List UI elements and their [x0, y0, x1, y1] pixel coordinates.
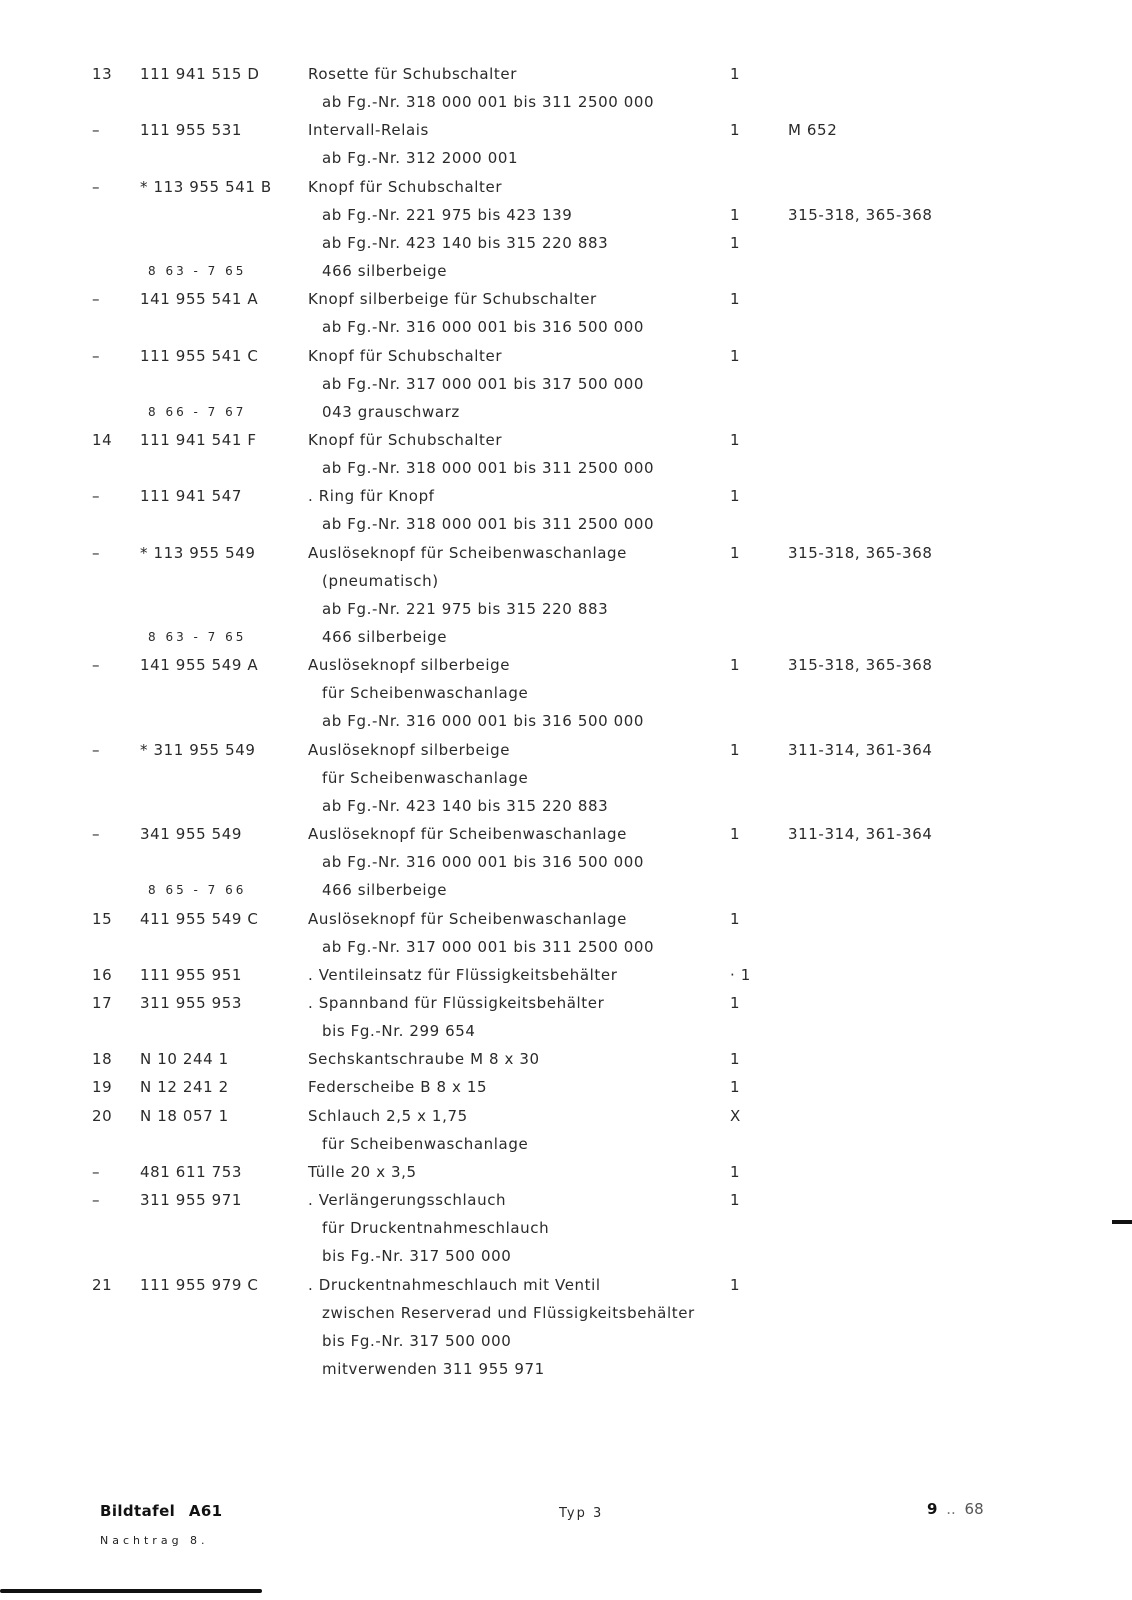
plate-code: A61 — [188, 1502, 223, 1520]
part-description: Auslöseknopf silberbeige — [308, 656, 511, 675]
quantity: · 1 — [730, 965, 751, 984]
part-number: 111 941 541 F — [140, 430, 257, 449]
quantity: 1 — [730, 430, 741, 449]
parts-row — [0, 1161, 1132, 1189]
part-description: Knopf für Schubschalter — [308, 177, 503, 196]
parts-row — [0, 1217, 1132, 1245]
part-description: für Scheibenwaschanlage — [322, 1134, 529, 1153]
date-range: 8 63 - 7 65 — [148, 264, 247, 278]
parts-row — [0, 1330, 1132, 1358]
part-number: N 12 241 2 — [140, 1078, 229, 1097]
parts-row — [0, 1245, 1132, 1273]
part-number: 111 955 979 C — [140, 1275, 259, 1294]
parts-row — [0, 373, 1132, 401]
item-number: 20 — [92, 1106, 113, 1125]
part-description: Intervall-Relais — [308, 121, 429, 140]
parts-row — [0, 908, 1132, 936]
quantity: 1 — [730, 909, 741, 928]
part-number: * 113 955 549 — [140, 543, 256, 562]
quantity: 1 — [730, 346, 741, 365]
parts-row — [0, 485, 1132, 513]
item-number: 14 — [92, 430, 113, 449]
parts-row — [0, 767, 1132, 795]
parts-row — [0, 147, 1132, 175]
parts-row — [0, 1302, 1132, 1330]
part-description: 043 grauschwarz — [322, 402, 460, 421]
part-description: Knopf silberbeige für Schubschalter — [308, 290, 597, 309]
parts-row — [0, 964, 1132, 992]
part-description: für Scheibenwaschanlage — [322, 768, 529, 787]
part-description: ab Fg.-Nr. 316 000 001 bis 316 500 000 — [322, 853, 645, 872]
part-description: bis Fg.-Nr. 299 654 — [322, 1022, 476, 1041]
part-description: Schlauch 2,5 x 1,75 — [308, 1106, 468, 1125]
part-description: ab Fg.-Nr. 317 000 001 bis 317 500 000 — [322, 374, 645, 393]
date-range: 8 63 - 7 65 — [148, 630, 247, 644]
part-description: ab Fg.-Nr. 423 140 bis 315 220 883 — [322, 233, 609, 252]
item-number: – — [92, 290, 101, 309]
part-number: 481 611 753 — [140, 1162, 243, 1181]
part-description: . Druckentnahmeschlauch mit Ventil — [308, 1275, 601, 1294]
item-number: 13 — [92, 65, 113, 83]
page-number — [927, 1500, 984, 1518]
date-range: 8 65 - 7 66 — [148, 883, 247, 898]
part-description: Sechskantschraube M 8 x 30 — [308, 1050, 540, 1069]
remarks: 315-318, 365-368 — [788, 205, 933, 224]
parts-row — [0, 91, 1132, 119]
plate-label: Bildtafel — [100, 1502, 176, 1520]
item-number: – — [92, 543, 101, 562]
part-description: ab Fg.-Nr. 316 000 001 bis 316 500 000 — [322, 318, 645, 337]
remarks: 311-314, 361-364 — [788, 825, 933, 843]
item-number: – — [92, 487, 101, 506]
quantity: X — [730, 1106, 741, 1125]
parts-row — [0, 654, 1132, 682]
item-number: 19 — [92, 1078, 113, 1097]
parts-row — [0, 429, 1132, 457]
part-description: ab Fg.-Nr. 221 975 bis 423 139 — [322, 205, 573, 224]
quantity: 1 — [730, 1191, 741, 1209]
parts-row — [0, 739, 1132, 767]
part-description: Auslöseknopf silberbeige — [308, 740, 511, 759]
quantity: 1 — [730, 1078, 741, 1097]
quantity: 1 — [730, 1275, 741, 1294]
part-number: * 113 955 541 B — [140, 177, 272, 196]
parts-row — [0, 542, 1132, 570]
quantity: 1 — [730, 543, 741, 562]
quantity: 1 — [730, 65, 741, 83]
quantity: 1 — [730, 233, 741, 252]
item-number: 21 — [92, 1275, 113, 1294]
part-description: ab Fg.-Nr. 316 000 001 bis 316 500 000 — [322, 712, 645, 731]
parts-row — [0, 288, 1132, 316]
scan-artifact-right — [1112, 1220, 1132, 1224]
remarks: 315-318, 365-368 — [788, 656, 933, 675]
parts-row — [0, 260, 1132, 288]
parts-row — [0, 879, 1132, 907]
part-number: 111 955 531 — [140, 121, 243, 140]
part-description: ab Fg.-Nr. 318 000 001 bis 311 2500 000 — [322, 93, 655, 112]
quantity: 1 — [730, 1050, 741, 1069]
part-description: Rosette für Schubschalter — [308, 65, 517, 83]
part-description: ab Fg.-Nr. 312 2000 001 — [322, 149, 519, 168]
part-description: Knopf für Schubschalter — [308, 430, 503, 449]
part-description: Auslöseknopf für Scheibenwaschanlage — [308, 543, 627, 562]
parts-row — [0, 682, 1132, 710]
item-number: – — [92, 121, 101, 140]
quantity: 1 — [730, 656, 741, 675]
quantity: 1 — [730, 740, 741, 759]
vehicle-type: Typ 3 — [559, 1506, 604, 1521]
quantity: 1 — [730, 487, 741, 506]
item-number: – — [92, 656, 101, 675]
part-number: 141 955 541 A — [140, 290, 259, 309]
part-number: N 10 244 1 — [140, 1050, 229, 1069]
parts-row — [0, 1076, 1132, 1104]
page-num: 9 — [927, 1500, 938, 1518]
part-number: 341 955 549 — [140, 825, 243, 843]
parts-row — [0, 316, 1132, 344]
part-description: 466 silberbeige — [322, 881, 448, 900]
scan-artifact-bottom — [0, 1589, 262, 1593]
item-number: 15 — [92, 909, 113, 928]
remarks: M 652 — [788, 121, 838, 140]
plate-reference — [100, 1502, 223, 1520]
supplement-number: Nachtrag 8. — [100, 1534, 209, 1547]
part-description: Auslöseknopf für Scheibenwaschanlage — [308, 825, 627, 843]
parts-row — [0, 1133, 1132, 1161]
quantity: 1 — [730, 205, 741, 224]
remarks: 315-318, 365-368 — [788, 543, 933, 562]
item-number: – — [92, 177, 101, 196]
part-description: bis Fg.-Nr. 317 500 000 — [322, 1331, 512, 1350]
part-description: 466 silberbeige — [322, 628, 448, 646]
parts-row — [0, 710, 1132, 738]
part-description: . Ventileinsatz für Flüssigkeitsbehälter — [308, 965, 618, 984]
part-description: (pneumatisch) — [322, 571, 439, 590]
parts-row — [0, 851, 1132, 879]
item-number: – — [92, 825, 101, 843]
part-description: für Scheibenwaschanlage — [322, 684, 529, 703]
part-number: 111 955 541 C — [140, 346, 259, 365]
parts-row — [0, 119, 1132, 147]
quantity: 1 — [730, 1162, 741, 1181]
item-number: – — [92, 346, 101, 365]
item-number: – — [92, 1191, 101, 1209]
part-description: zwischen Reserverad und Flüssigkeitsbehälter — [322, 1303, 695, 1322]
parts-row — [0, 176, 1132, 204]
item-number: 18 — [92, 1050, 113, 1069]
parts-row — [0, 570, 1132, 598]
parts-row — [0, 1274, 1132, 1302]
item-number: 16 — [92, 965, 113, 984]
part-description: ab Fg.-Nr. 221 975 bis 315 220 883 — [322, 599, 609, 618]
part-number: 111 955 951 — [140, 965, 243, 984]
parts-row — [0, 598, 1132, 626]
parts-row — [0, 345, 1132, 373]
parts-row — [0, 232, 1132, 260]
part-description: Federscheibe B 8 x 15 — [308, 1078, 488, 1097]
parts-row — [0, 1020, 1132, 1048]
part-number: 111 941 547 — [140, 487, 243, 506]
item-number: – — [92, 1162, 101, 1181]
part-description: ab Fg.-Nr. 318 000 001 bis 311 2500 000 — [322, 459, 655, 478]
parts-row — [0, 823, 1132, 851]
part-description: bis Fg.-Nr. 317 500 000 — [322, 1247, 512, 1266]
part-number: 111 941 515 D — [140, 65, 260, 83]
part-description: . Spannband für Flüssigkeitsbehälter — [308, 993, 605, 1012]
parts-row — [0, 795, 1132, 823]
parts-row — [0, 513, 1132, 541]
parts-row — [0, 1189, 1132, 1217]
parts-row — [0, 204, 1132, 232]
part-description: Tülle 20 x 3,5 — [308, 1162, 417, 1181]
part-number: 411 955 549 C — [140, 909, 259, 928]
part-number: * 311 955 549 — [140, 740, 256, 759]
part-description: Knopf für Schubschalter — [308, 346, 503, 365]
item-number: – — [92, 740, 101, 759]
part-description: ab Fg.-Nr. 423 140 bis 315 220 883 — [322, 796, 609, 815]
remarks: 311-314, 361-364 — [788, 740, 933, 759]
part-description: 466 silberbeige — [322, 262, 448, 280]
quantity: 1 — [730, 993, 741, 1012]
parts-row — [0, 992, 1132, 1020]
quantity: 1 — [730, 290, 741, 309]
part-description: ab Fg.-Nr. 317 000 001 bis 311 2500 000 — [322, 937, 655, 956]
part-description: mitverwenden 311 955 971 — [322, 1359, 545, 1378]
part-number: 141 955 549 A — [140, 656, 259, 675]
parts-row — [0, 1358, 1132, 1386]
quantity: 1 — [730, 825, 741, 843]
part-description: Auslöseknopf für Scheibenwaschanlage — [308, 909, 627, 928]
part-description: . Ring für Knopf — [308, 487, 435, 506]
parts-row — [0, 1105, 1132, 1133]
part-number: 311 955 953 — [140, 993, 243, 1012]
date-range: 8 66 - 7 67 — [148, 404, 247, 419]
part-description: für Druckentnahmeschlauch — [322, 1219, 550, 1238]
part-number: N 18 057 1 — [140, 1106, 229, 1125]
parts-row — [0, 63, 1132, 91]
item-number: 17 — [92, 993, 113, 1012]
page-year: 68 — [964, 1500, 984, 1518]
parts-row — [0, 457, 1132, 485]
parts-row — [0, 936, 1132, 964]
parts-row — [0, 626, 1132, 654]
page-separator: .. — [946, 1500, 956, 1518]
part-number: 311 955 971 — [140, 1191, 243, 1209]
quantity: 1 — [730, 121, 741, 140]
part-description: ab Fg.-Nr. 318 000 001 bis 311 2500 000 — [322, 515, 655, 534]
parts-row — [0, 401, 1132, 429]
part-description: . Verlängerungsschlauch — [308, 1191, 507, 1209]
parts-row — [0, 1048, 1132, 1076]
